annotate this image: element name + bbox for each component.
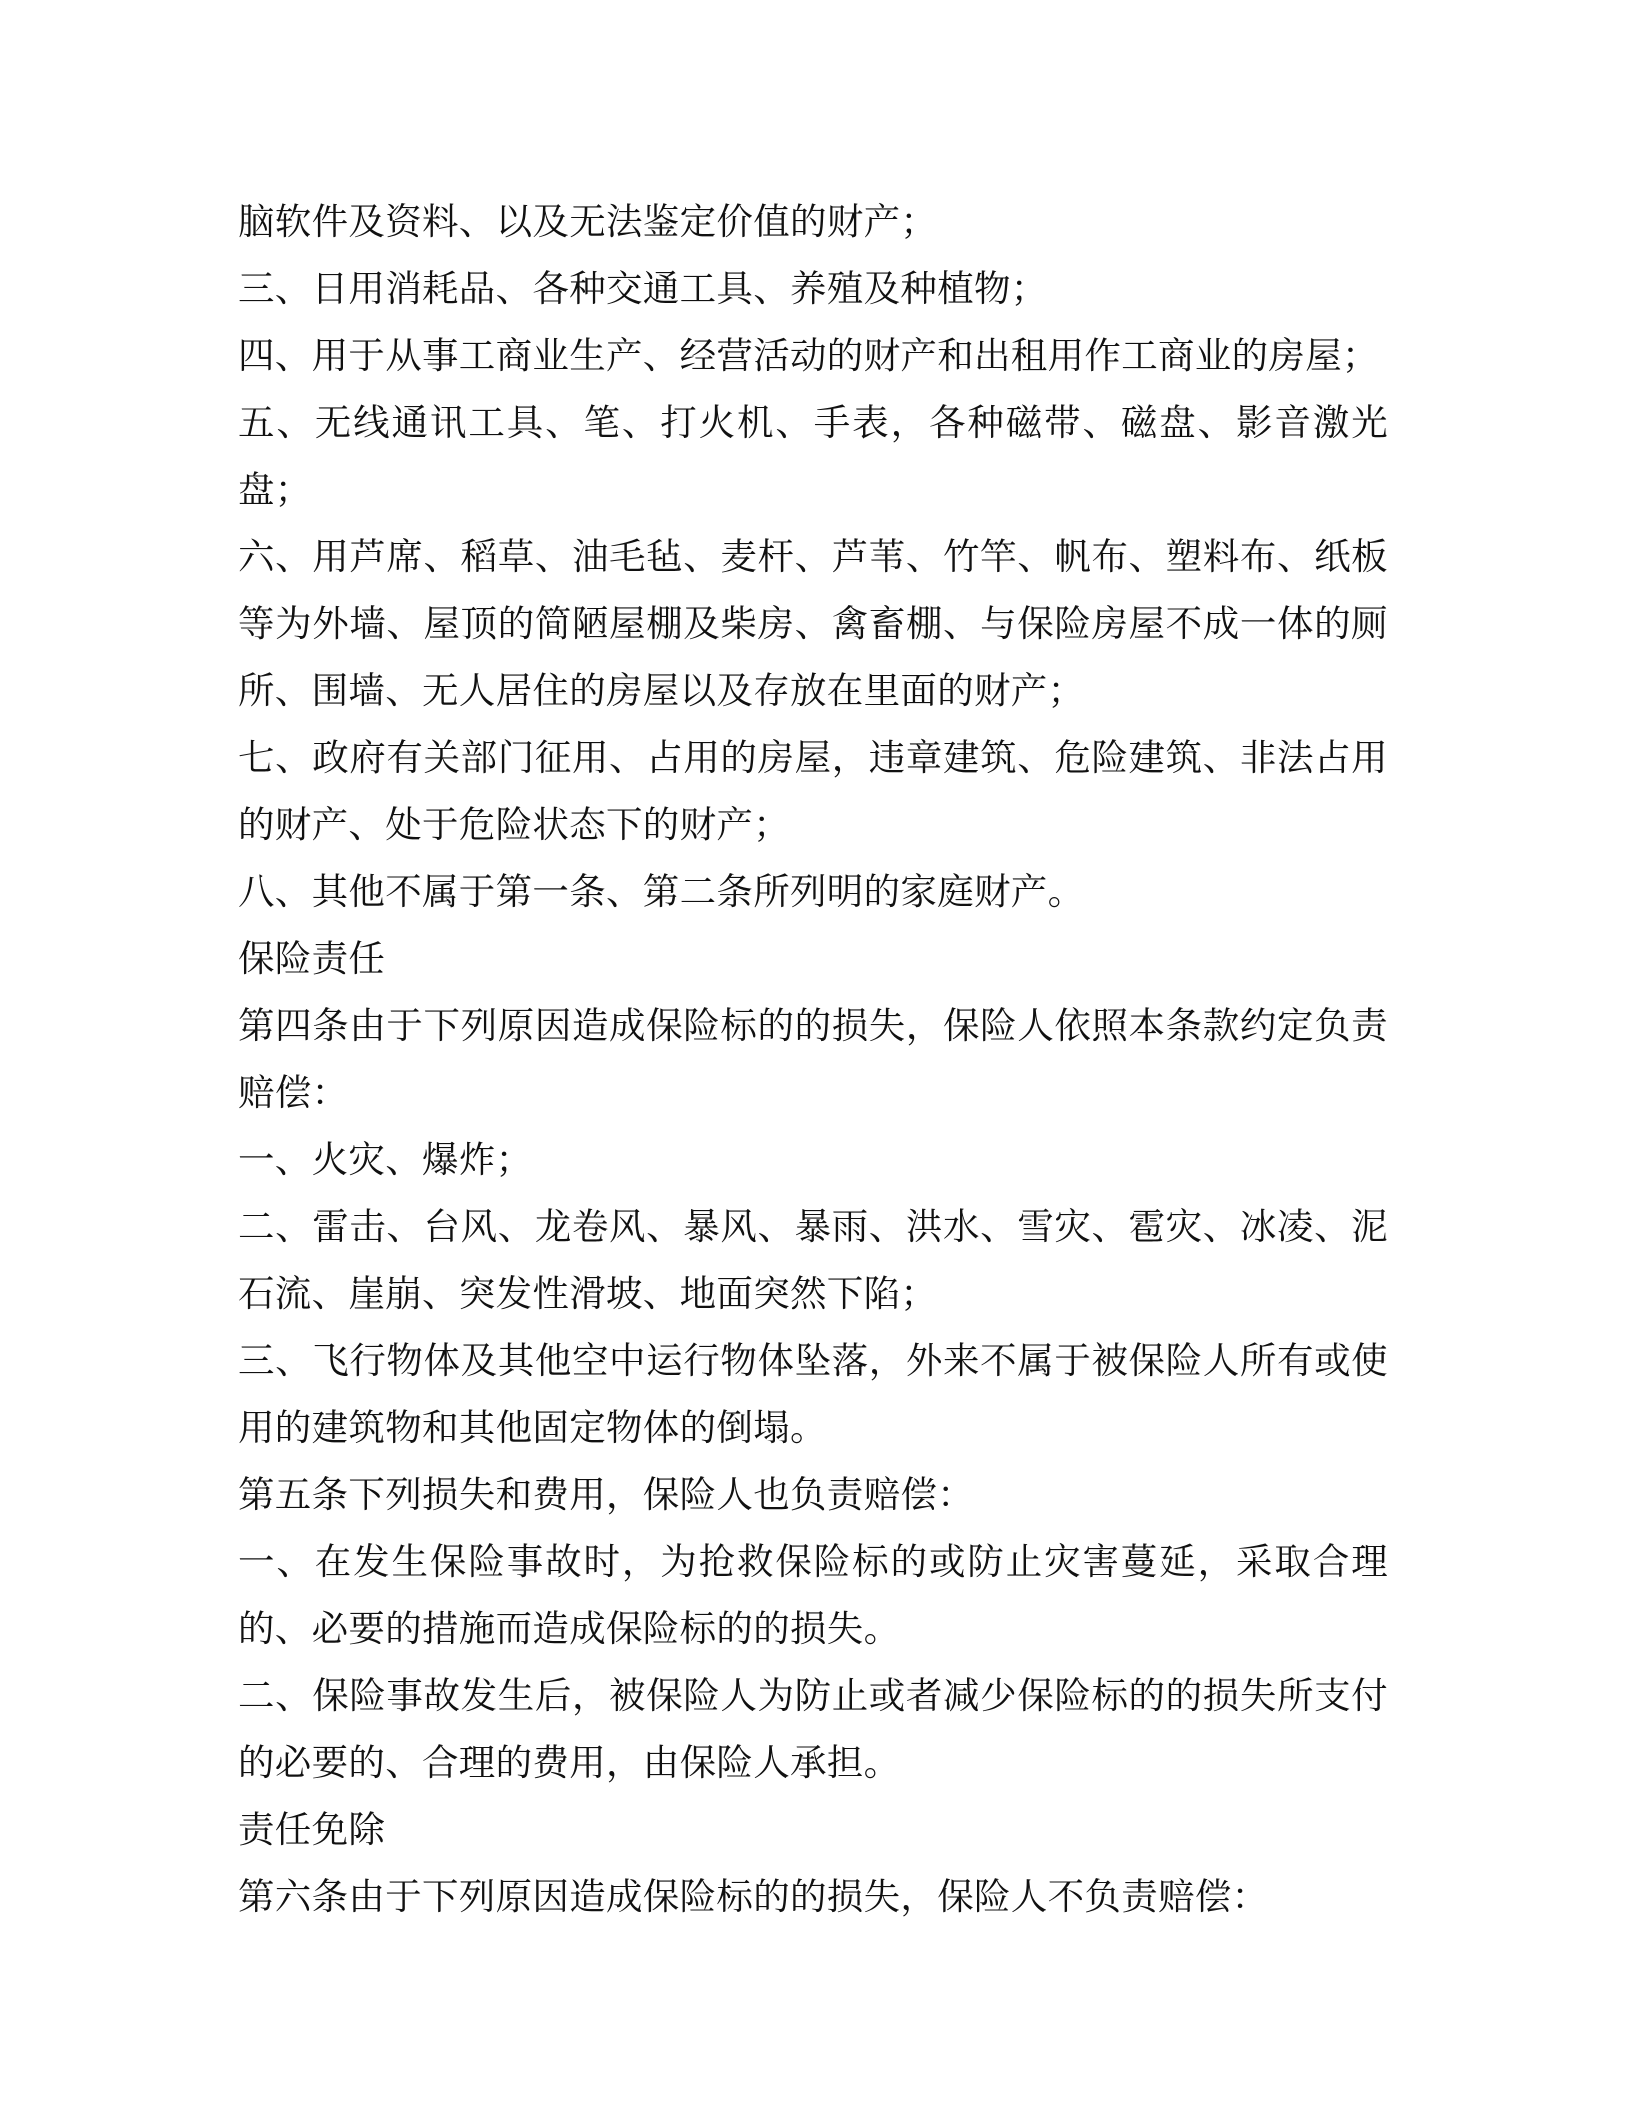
- paragraph-article-5-item-2: 二、保险事故发生后，被保险人为防止或者减少保险标的的损失所支付的必要的、合理的费用，由保险人承担。: [238, 1674, 1388, 1784]
- paragraph-exclusion-item-8: 八、其他不属于第一条、第二条所列明的家庭财产。: [238, 870, 1085, 913]
- paragraph-exclusion-item-3: 三、日用消耗品、各种交通工具、养殖及种植物；: [238, 267, 1048, 310]
- paragraph-article-6: 第六条由于下列原因造成保险标的的损失，保险人不负责赔偿：: [238, 1875, 1269, 1918]
- paragraph-article-5-item-1: 一、在发生保险事故时，为抢救保险标的或防止灾害蔓延，采取合理的、必要的措施而造成保险标的的损失。: [238, 1540, 1388, 1650]
- document-body: [238, 188, 1388, 1930]
- section-heading-exemptions: 责任免除: [238, 1808, 386, 1851]
- paragraph-continued-exclusion-item: 脑软件及资料、以及无法鉴定价值的财产；: [238, 200, 938, 243]
- paragraph-article-4-item-2: 二、雷击、台风、龙卷风、暴风、暴雨、洪水、雪灾、雹灾、冰凌、泥石流、崖崩、突发性滑坡、地面突然下陷；: [238, 1205, 1388, 1315]
- paragraph-article-4-item-1: 一、火灾、爆炸；: [238, 1138, 533, 1181]
- paragraph-exclusion-item-5: 五、无线通讯工具、笔、打火机、手表，各种磁带、磁盘、影音激光盘；: [238, 401, 1388, 511]
- section-heading-insurance-liability: 保险责任: [238, 937, 386, 980]
- paragraph-exclusion-item-6: 六、用芦席、稻草、油毛毡、麦杆、芦苇、竹竿、帆布、塑料布、纸板等为外墙、屋顶的简陋屋棚及柴房、禽畜棚、与保险房屋不成一体的厕所、围墙、无人居住的房屋以及存放在里面的财产；: [238, 535, 1388, 712]
- paragraph-article-4-item-3: 三、飞行物体及其他空中运行物体坠落，外来不属于被保险人所有或使用的建筑物和其他固定物体的倒塌。: [238, 1339, 1388, 1449]
- paragraph-article-5: 第五条下列损失和费用，保险人也负责赔偿：: [238, 1473, 974, 1516]
- paragraph-exclusion-item-4: 四、用于从事工商业生产、经营活动的财产和出租用作工商业的房屋；: [238, 334, 1379, 377]
- paragraph-article-4: 第四条由于下列原因造成保险标的的损失，保险人依照本条款约定负责赔偿：: [238, 1004, 1388, 1114]
- paragraph-exclusion-item-7: 七、政府有关部门征用、占用的房屋，违章建筑、危险建筑、非法占用的财产、处于危险状态下的财产；: [238, 736, 1388, 846]
